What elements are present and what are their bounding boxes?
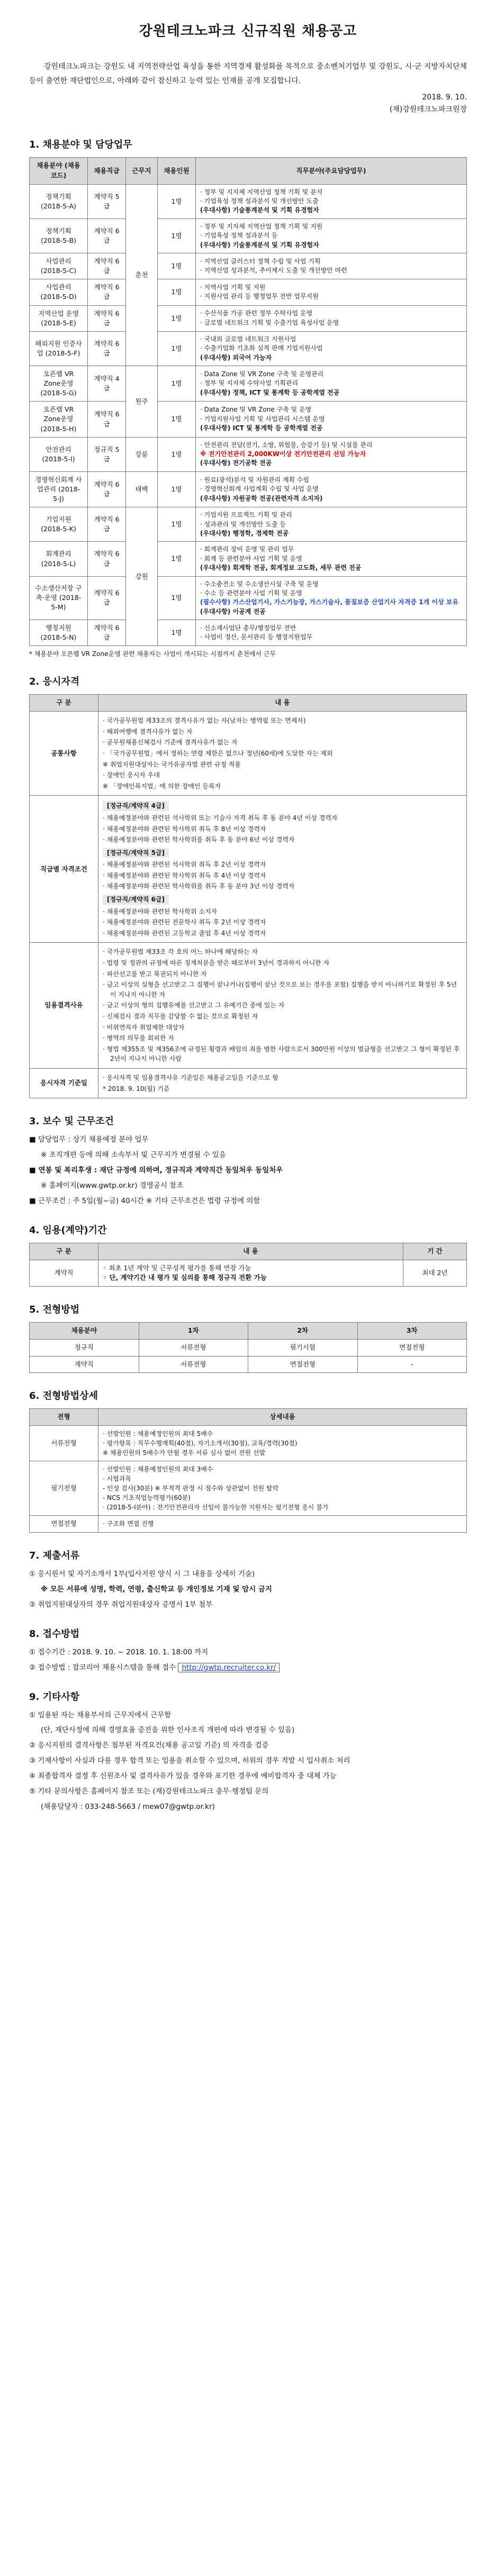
list-item: · 비위면직자 취업제한 대상자 (103, 1023, 185, 1031)
base-date-list (103, 1073, 462, 1094)
duty-line: · 수산식품 가공 관련 정부 수탁사업 운영 (200, 310, 313, 317)
list-item: · 금고 이상의 실형을 선고받고 그 집행이 끝나거나(집행이 끝난 것으로 보는 경우를 포함) 집행을 받지 아니하기로 확정된 후 5년이 지나지 아니한 자 (103, 981, 457, 998)
page-title: 강원테크노파크 신규직원 채용공고 (139, 23, 357, 39)
screening-detail-row (30, 1516, 467, 1533)
duty-line: · 안전관리 전담(전기, 소방, 위험물, 승강기 등) 및 시설물 관리 (200, 441, 373, 449)
conditions-block (29, 1134, 467, 1207)
position-grade: 계약직 5급 (88, 184, 126, 219)
position-duties (196, 366, 467, 401)
grade-label: [정규직/계약직 5급] (103, 848, 169, 858)
list-item: · 채용예정분야와 관련된 전문학사 취득 후 2년 이상 경력자 (103, 918, 266, 926)
duty-line: (우대사항) 정책, ICT 및 통계학 등 공학계열 전공 (200, 388, 340, 396)
screening-stage-details (98, 1461, 467, 1516)
qualifications-header: 내 용 (98, 695, 467, 712)
screening-stage: 면접전형 (30, 1516, 98, 1533)
screening-cell: 서류전형 (139, 1339, 248, 1356)
position-duties (196, 542, 467, 576)
position-count: 1명 (158, 437, 196, 471)
list-item: ※ 「장애인복지법」에 의한 장애인 등록자 (103, 782, 221, 790)
grade-label: [정규직/계약직 6급] (103, 895, 169, 905)
misc-line: ④ 최종합격자 결정 후 신원조사 및 결격사유가 있을 경우와 포기한 경우에 예비합격자 중 대체 가능 (29, 1772, 337, 1781)
screening-cell: - (357, 1356, 467, 1373)
position-row (30, 305, 467, 331)
positions-header: 채용분야 (채용코드) (30, 158, 88, 185)
position-field: 경영혁신회계 사업관리 (2018-5-J) (30, 471, 88, 507)
position-count: 1명 (158, 620, 196, 646)
positions-body (30, 184, 467, 646)
position-row (30, 471, 467, 507)
screening-stage: 필기전형 (30, 1461, 98, 1516)
duty-line: · 수소충전소 및 수소생산시설 구축 및 운영 (200, 580, 319, 588)
section-title-screening: 5. 전형방법 (29, 1304, 80, 1316)
list-item: · 파산선고를 받고 복권되지 아니한 자 (103, 970, 207, 978)
screening-cell: 면접전형 (357, 1339, 467, 1356)
misc-block (29, 1709, 467, 1814)
detail-line: - NCS 기초직업능력평가(60분) (103, 1494, 191, 1502)
position-duties (196, 184, 467, 219)
duty-line: (우대사항) 회계학 전공, 회계정보 고도화, 세무 관련 전공 (200, 564, 362, 572)
position-location: 강원 (126, 507, 158, 646)
grade-requirement-list (103, 860, 462, 891)
duty-line: · 지역사업 기획 및 지원 (200, 284, 266, 292)
position-field: 사업관리 (2018-5-D) (30, 279, 88, 305)
positions-header: 근무지 (126, 158, 158, 185)
position-grade: 계약직 6급 (88, 507, 126, 542)
intro-paragraph: 강원테크노파크는 강원도 내 지역전략산업 육성을 통한 지역경제 활성화를 목적으로 중소벤처기업부 및 강원도, 시·군 지방자치단체 등이 출연한 재단법인으로, 아래와 같이 참신하고 능력 있는 인재를 공개 모집합니다. (29, 62, 467, 85)
position-field: 해외지원 인증사업 (2018-5-F) (30, 331, 88, 366)
section-title-application: 8. 접수방법 (29, 1628, 80, 1640)
condition-line: ■ 연봉 및 복리후생 : 재단 규정에 의하며, 정규직과 계약직간 동일처우 동일처우 (29, 1166, 283, 1175)
row-label: 응시자격 기준일 (30, 1068, 98, 1098)
position-count: 1명 (158, 305, 196, 331)
detail-line: · 시험과목 (103, 1475, 131, 1483)
period-header: 내 용 (98, 1243, 403, 1260)
position-field: 수소생산저장 구축·운영 (2018-5-M) (30, 576, 88, 620)
position-grade: 계약직 6급 (88, 620, 126, 646)
duty-line: · 성과관리 및 개선방안 도출 등 (200, 520, 286, 528)
position-field: 오픈랩 VR Zone운영 (2018-5-H) (30, 402, 88, 437)
duty-line: · 지역산업 클러스터 정책 수립 및 사업 기획 (200, 257, 321, 265)
period-table (29, 1243, 467, 1287)
position-duties (196, 471, 467, 507)
qualifications-row-grade (30, 796, 467, 943)
position-grade: 계약직 6급 (88, 542, 126, 576)
position-row (30, 366, 467, 401)
screening-cell: 필기시험 (248, 1339, 358, 1356)
position-grade: 정규직 5급 (88, 437, 126, 471)
duty-line: · 정부 및 지자체 지역산업 정책 기획 및 지원 (200, 222, 323, 230)
screening-header: 1차 (139, 1323, 248, 1340)
positions-table (29, 157, 467, 646)
position-count: 1명 (158, 471, 196, 507)
duty-line: · 원료(광석)분석 및 자원관리 계획 수립 (200, 476, 310, 484)
period-header-row (30, 1243, 467, 1260)
screening-details-table (29, 1408, 467, 1533)
position-grade: 계약직 4급 (88, 366, 126, 401)
duty-line: · 수출기업화 기초화 실적 판매 기업지원사업 (200, 344, 323, 352)
position-count: 1명 (158, 279, 196, 305)
screening-cell: 정규직 (30, 1339, 139, 1356)
position-duties (196, 279, 467, 305)
position-grade: 계약직 6급 (88, 253, 126, 279)
row-label: 임용결격사유 (30, 943, 98, 1069)
position-field: 정책기획 (2018-5-A) (30, 184, 88, 219)
common-list (103, 716, 462, 791)
condition-line: ■ 근무조건 : 주 5일(월~금) 40시간 ※ 기타 근무조건은 법령 규정에 의함 (29, 1196, 260, 1205)
list-item: · 응시자격 및 임용결격사유 기준일은 채용공고일을 기준으로 함 (103, 1073, 278, 1081)
position-count: 1명 (158, 507, 196, 542)
position-duties (196, 305, 467, 331)
list-item: · 병역의 의무를 회피한 자 (103, 1034, 174, 1042)
position-duties (196, 507, 467, 542)
position-field: 사업관리 (2018-5-C) (30, 253, 88, 279)
duty-line: · 지역산업 성과분석, 추이제시 도출 및 개선방안 마련 (200, 267, 347, 275)
misc-contact: (채용담당자 : 033-248-5663 / mew07@gwtp.or.kr) (41, 1803, 215, 1812)
position-duties (196, 402, 467, 437)
position-duties (196, 576, 467, 620)
position-location: 춘천 (126, 184, 158, 366)
positions-header: 채용인원 (158, 158, 196, 185)
grade-requirement-list (103, 813, 462, 845)
row-label: 직급별 자격조건 (30, 796, 98, 943)
position-field: 정책기획 (2018-5-B) (30, 219, 88, 253)
position-row (30, 507, 467, 542)
qualifications-header-row (30, 695, 467, 712)
position-duties (196, 620, 467, 646)
duty-line: · 수소 등 관련분야 사업 기획 및 운영 (200, 589, 302, 597)
duty-line: · 기업지원사업 기획 및 사업관리 시스템 운영 (200, 415, 325, 423)
section-title-positions: 1. 채용분야 및 담당업무 (29, 139, 132, 151)
section-title-misc: 9. 기타사항 (29, 1691, 80, 1703)
screening-header: 3차 (357, 1323, 467, 1340)
screening-header-row (30, 1323, 467, 1340)
position-location: 태백 (126, 471, 158, 507)
screening-detail-row (30, 1426, 467, 1461)
duty-line: · 글로벌 네트워크 기획 및 수출기업 육성사업 운영 (200, 318, 339, 326)
period-header: 구 분 (30, 1243, 98, 1260)
list-item: · 법령 및 정관의 규정에 따른 징계처분을 받은 때로부터 3년이 경과하지 아니한 자 (103, 959, 330, 967)
position-grade: 계약직 6급 (88, 279, 126, 305)
duty-line: · 회계 등 관련분야 사업 기획 및 운영 (200, 554, 302, 562)
list-item: · 형법 제355조 및 제356조에 규정된 횡령과 배임의 죄를 범한 사람으로서 300만원 이상의 벌금형을 선고받고 그 형이 확정된 후 2년이 지나지 아니한 사람 (103, 1045, 460, 1063)
positions-header-row (30, 158, 467, 185)
position-count: 1명 (158, 576, 196, 620)
position-duties (196, 219, 467, 253)
list-item: · 채용예정분야와 관련된 고등학교 졸업 후 4년 이상 경력자 (103, 929, 266, 937)
application-method-text: ② 접수방법 : 잡코리아 채용시스템을 통해 접수 (29, 1663, 176, 1672)
duty-line: (우대사항) 전기공학 전공 (200, 459, 272, 467)
position-count: 1명 (158, 253, 196, 279)
duty-line: · 정부 및 지자체 지역산업 정책 기획 및 분석 (200, 188, 323, 196)
duty-line: · 지원사업 관리 등 행정업무 전반 업무지원 (200, 293, 319, 301)
position-grade: 계약직 6급 (88, 471, 126, 507)
notice-date: 2018. 9. 10. (422, 93, 467, 102)
detail-line: - 인성 검사(30분) ※ 부적격 판정 시 점수와 상관없이 전원 탈락 (103, 1485, 279, 1492)
position-count: 1명 (158, 219, 196, 253)
grade-label: [정규직/계약직 4급] (103, 801, 169, 811)
screening-details-header: 전형 (30, 1409, 98, 1426)
duty-line: (우대사항) 기술통계분석 및 기획 유경험자 (200, 241, 319, 249)
condition-line: ■ 담당업무 : 상기 채용예정 분야 업무 (29, 1135, 149, 1144)
duty-line: · 신소재사업단 총무/행정업무 전반 (200, 624, 296, 632)
application-block (29, 1646, 467, 1674)
position-field: 오픈랩 VR Zone운영 (2018-5-G) (30, 366, 88, 401)
position-grade: 계약직 6급 (88, 576, 126, 620)
position-duties (196, 437, 467, 471)
condition-note: ※ 조직개편 등에 의해 소속부서 및 근무지가 변경될 수 있음 (41, 1151, 226, 1160)
screening-stage: 서류전형 (30, 1426, 98, 1461)
list-item: · 공무원채용신체검사 기준에 결격사유가 없는 자 (103, 739, 238, 747)
list-item: · 채용예정분야와 관련된 학사학위 취득 후 8년 이상 경력자 (103, 825, 266, 833)
position-field: 행정지원 (2018-5-N) (30, 620, 88, 646)
detail-line: · 선발인원 : 채용예정인원의 최대 5배수 (103, 1430, 213, 1438)
position-count: 1명 (158, 331, 196, 366)
list-item: · 해외여행에 결격사유가 없는 자 (103, 727, 193, 735)
duty-line: · 경영혁신회계 사업계획 수립 및 사업 운영 (200, 485, 319, 493)
list-item: · 국가공무원법 제33조 각 호의 어느 하나에 해당하는 자 (103, 948, 258, 956)
position-field: 지역산업 운영 (2018-5-E) (30, 305, 88, 331)
document-note: ※ 모든 서류에 성명, 학력, 연령, 출신학교 등 개인정보 기재 및 암시 금지 (41, 1585, 273, 1594)
position-count: 1명 (158, 542, 196, 576)
position-grade: 계약직 6급 (88, 305, 126, 331)
detail-line: · 평가항목 : 직무수행계획(40점), 자기소개서(30점), 교육/경력(30점) (103, 1440, 297, 1448)
qualifications-table (29, 694, 467, 1098)
period-item: ◦ 최초 1년 계약 및 근무성적 평가를 통해 연장 가능 (103, 1263, 251, 1272)
period-row (30, 1260, 467, 1287)
list-item: · 장애인 응시자 우대 (103, 771, 160, 779)
qualifications-row-common (30, 712, 467, 796)
position-row (30, 219, 467, 253)
grade-requirement-list (103, 907, 462, 939)
misc-line: ③ 기재사항이 사실과 다를 경우 합격 또는 임용을 취소할 수 있으며, 허위의 경우 적발 시 입사취소 처리 (29, 1756, 350, 1765)
misc-line: (단, 재단사정에 의해 경영효율 증진을 위한 인사조직 개편에 따라 변경될 수 있음) (41, 1726, 295, 1735)
period-length: 최대 2년 (403, 1260, 467, 1287)
list-item: · 채용예정분야와 관련된 학사학위 취득 후 4년 이상 경력자 (103, 871, 266, 879)
position-duties (196, 331, 467, 366)
row-label: 공통사항 (30, 712, 98, 796)
period-content (98, 1260, 403, 1287)
position-grade: 계약직 6급 (88, 219, 126, 253)
detail-line: · 선발인원 : 채용예정인원의 최대 3배수 (103, 1466, 213, 1473)
application-link[interactable]: http://gwtp.recruiter.co.kr/ (178, 1663, 279, 1672)
duty-line: (우대사항) 외국어 가능자 (200, 353, 272, 361)
grade-requirements (98, 796, 467, 943)
duty-line: ※ 전기안전관리 2,000KW이상 전기안전관리 선임 가능자 (200, 450, 366, 458)
position-row (30, 402, 467, 437)
qualifications-row-disqualification (30, 943, 467, 1069)
period-item: ◦ 단, 계약기간 내 평가 및 심의를 통해 정규직 전환 가능 (103, 1273, 267, 1282)
list-item: · 채용예정분야와 관련된 학사학위를 취득 후 동 분야 3년 이상 경력자 (103, 882, 295, 890)
screening-cell: 계약직 (30, 1356, 139, 1373)
duty-line: · 기업육성 정책 성과분석 및 개선방안 도출 (200, 197, 319, 205)
screening-row (30, 1339, 467, 1356)
section-title-screening-details: 6. 전형방법상세 (29, 1390, 98, 1402)
duty-line: · 기업지원 프로젝트 기획 및 관리 (200, 511, 292, 519)
section-title-conditions: 3. 보수 및 근무조건 (29, 1116, 114, 1127)
list-item: * 2018. 9. 10(월) 기준 (103, 1085, 170, 1093)
condition-note: ※ 홈페이지(www.gwtp.or.kr) 경영공시 참조 (41, 1181, 184, 1190)
list-item: · 금고 이상의 형의 집행유예를 선고받고 그 유예기간 중에 있는 자 (103, 1002, 285, 1009)
application-method (29, 1662, 467, 1674)
duty-line: (우대사항) 행정학, 경제학 전공 (200, 530, 289, 538)
position-row (30, 279, 467, 305)
section-title-qualifications: 2. 응시자격 (29, 676, 80, 688)
screening-stage-details (98, 1426, 467, 1461)
duty-line: (우대사항) 자원공학 전공(관련자격 소지자) (200, 494, 323, 502)
misc-line: ② 응시지원의 결격사항은 첨부된 자격요건(채용 공고일 기준) 의 자격을 검증 (29, 1741, 269, 1750)
position-duties (196, 253, 467, 279)
qualifications-row-basedate (30, 1068, 467, 1098)
position-location: 원주 (126, 366, 158, 437)
position-row (30, 184, 467, 219)
position-count: 1명 (158, 366, 196, 401)
position-grade: 계약직 6급 (88, 402, 126, 437)
detail-line: ※ 채용인원의 5배수가 안될 경우 서류 심사 없이 전원 선발 (103, 1449, 266, 1457)
screening-cell: 서류전형 (139, 1356, 248, 1373)
period-type: 계약직 (30, 1260, 98, 1287)
detail-line: · (2018-5-I분야) : 전기안전관리자 선임이 불가능한 지원자는 필기전형 응시 불가 (103, 1504, 329, 1512)
position-field: 안전관리 (2018-5-I) (30, 437, 88, 471)
screening-details-header: 상세내용 (98, 1409, 467, 1426)
duty-line: · Data Zone 및 VR Zone 구축 및 운영관리 (200, 370, 324, 378)
position-row (30, 542, 467, 576)
misc-line: ① 임용된 자는 채용부서의 근무지에서 근무함 (29, 1710, 172, 1719)
documents-block (29, 1568, 467, 1611)
position-location: 강릉 (126, 437, 158, 471)
positions-note: * 채용분야 오픈랩 VR Zone운영 관련 채용자는 사업이 개시되는 시점까지 춘천에서 근무 (29, 650, 276, 658)
list-item: · 채용예정분야와 관련된 석사학위 또는 기술사 자격 취득 후 동 분야 4년 이상 경력자 (103, 814, 338, 822)
base-date (98, 1068, 467, 1098)
common-requirements (98, 712, 467, 796)
duty-line: · 정부 및 지자체 수탁사업 기획관리 (200, 379, 299, 387)
detail-line: · 구조화 면접 진행 (103, 1520, 154, 1528)
screening-stage-details (98, 1516, 467, 1533)
position-grade: 계약직 6급 (88, 331, 126, 366)
list-item: · 채용예정분야와 관련된 석사학위 취득 후 2년 이상 경력자 (103, 861, 266, 869)
positions-header: 채용직급 (88, 158, 126, 185)
screening-header: 2차 (248, 1323, 358, 1340)
screening-cell: 면접전형 (248, 1356, 358, 1373)
position-row (30, 437, 467, 471)
list-item: ※ 취업지원대상자는 국가유공자법 관련 규정 적용 (103, 760, 241, 768)
position-row (30, 331, 467, 366)
disqualification-list (103, 947, 462, 1064)
position-field: 기업지원 (2018-5-K) (30, 507, 88, 542)
list-item: · 국가공무원법 제33조의 결격사유가 없는 자(남자는 병역필 또는 면제자) (103, 717, 306, 725)
screening-detail-row (30, 1461, 467, 1516)
duty-line: · 회계관리 장비 운영 및 관리 업무 (200, 545, 294, 553)
position-row (30, 253, 467, 279)
screening-details-body (30, 1426, 467, 1533)
notice-signer: (재)강원테크노파크원장 (389, 105, 467, 114)
list-item: · 채용예정분야와 관련된 학사학위를 취득 후 동 분야 6년 이상 경력자 (103, 836, 295, 844)
screening-header: 채용분야 (30, 1323, 139, 1340)
application-period: ① 접수기간 : 2018. 9. 10. ~ 2018. 10. 1. 18:00 까지 (29, 1647, 209, 1656)
screening-details-header-row (30, 1409, 467, 1426)
positions-header: 직무분야(주요담당업무) (196, 158, 467, 185)
period-header: 기 간 (403, 1243, 467, 1260)
position-row (30, 620, 467, 646)
duty-line: · Data Zone 및 VR Zone 구축 및 운영 (200, 406, 312, 414)
position-field: 회계관리 (2018-5-L) (30, 542, 88, 576)
position-count: 1명 (158, 402, 196, 437)
duty-line: (우대사항) 기술통계분석 및 기획 유경험자 (200, 206, 319, 214)
duty-line: (필수사항) 가스산업기사, 가스기능장, 가스기술사, 품질보증 산업기사 자격증 1개 이상 보유 (200, 598, 458, 606)
disqualification-reasons (98, 943, 467, 1069)
section-title-documents: 7. 제출서류 (29, 1550, 80, 1561)
duty-line: · 국내외 글로벌 네트워크 지원사업 (200, 335, 296, 343)
list-item: · 「국가공무원법」에서 정하는 연령 제한은 없으나 정년(60세)에 도달한 자는 제외 (103, 749, 333, 757)
document-line: ① 응시원서 및 자기소개서 1부(입사지원 양식 시 그 내용을 상세히 기술) (29, 1569, 255, 1578)
misc-line: ⑤ 기타 문의사항은 홈페이지 참조 또는 (재)강원테크노파크 총무·행정팀 문의 (29, 1787, 269, 1796)
duty-line: · 기업육성 정책 성과분석 등 (200, 232, 278, 240)
position-count: 1명 (158, 184, 196, 219)
list-item: · 채용예정분야와 관련된 학사학위 소지자 (103, 907, 218, 915)
qualifications-header: 구 분 (30, 695, 98, 712)
position-row (30, 576, 467, 620)
screening-table (29, 1322, 467, 1373)
duty-line: · 사업비 정산, 문서관리 등 행정지원업무 (200, 633, 313, 641)
document-line: ② 취업지원대상자의 경우 취업지원대상자 증명서 1부 첨부 (29, 1600, 213, 1609)
duty-line: (우대사항) 이공계 전공 (200, 607, 266, 615)
list-item: · 신체검사 결과 직무를 감당할 수 없는 것으로 확정된 자 (103, 1013, 258, 1020)
section-title-period: 4. 임용(계약)기간 (29, 1224, 107, 1236)
duty-line: (우대사항) ICT 및 통계학 등 공학계열 전공 (200, 424, 323, 432)
screening-row (30, 1356, 467, 1373)
